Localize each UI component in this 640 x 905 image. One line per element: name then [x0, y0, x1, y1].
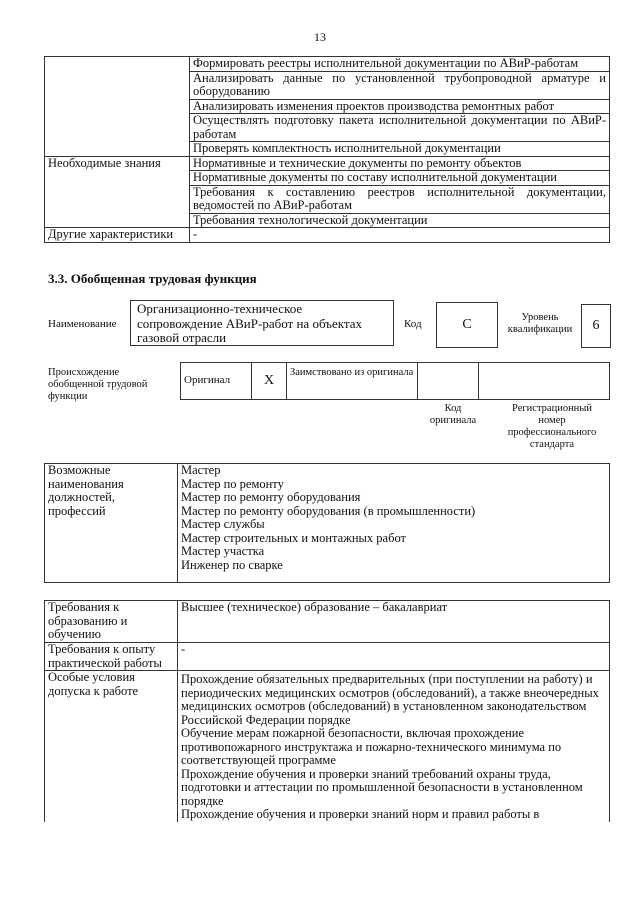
admission-conditions-list [178, 671, 610, 822]
original-label: Оригинал [181, 363, 252, 400]
table-cell-value: Анализировать данные по установленной трубопроводной арматуре и оборудованию [190, 71, 610, 99]
table-row [45, 156, 610, 171]
list-item: Обучение мерам пожарной безопасности, включая прохождение противопожарного инструктажа и пожарно-технического минимума по соответствующей программе [181, 726, 562, 767]
code-original-label: Код оригинала [429, 403, 477, 426]
table-row [45, 671, 610, 822]
code-value: C [462, 317, 472, 332]
reg-number-label: Регистрационный номер профессионального стандарта [507, 403, 597, 450]
table-cell-value: Требования к составлению реестров исполнительной документации, ведомостей по АВиР-работам [190, 185, 610, 213]
positions-list [178, 464, 610, 583]
requirements-table [44, 600, 610, 822]
list-item: Инженер по сварке [181, 557, 283, 572]
positions-label: Возможные наименования должностей, профессий [45, 464, 178, 583]
table-cell-value: Формировать реестры исполнительной документации по АВиР-работам [190, 57, 610, 72]
qualification-level-box [581, 304, 611, 348]
admission-conditions-label: Особые условия допуска к работе [45, 671, 178, 822]
list-item: Мастер по ремонту оборудования (в промышленности) [181, 503, 476, 518]
table-cell-value: Требования технологической документации [190, 213, 610, 228]
table-cell-value: Анализировать изменения проектов производства ремонтных работ [190, 99, 610, 114]
list-item: Мастер [181, 463, 221, 477]
list-item: Мастер по ремонту оборудования [181, 490, 361, 504]
table-cell-label [45, 57, 190, 157]
other-characteristics-label: Другие характеристики [45, 228, 190, 243]
qualification-level-label: Уровень квалификации [507, 312, 573, 335]
code-original-cell [418, 363, 479, 400]
experience-value: - [178, 643, 610, 671]
table-cell-value: - [190, 228, 610, 243]
list-item: Прохождение обучения и проверки знаний требований охраны труда, подготовки и аттестации по промышленной безопасности в установленном порядке [181, 766, 583, 808]
table-row [45, 643, 610, 671]
original-mark: X [252, 363, 287, 400]
list-item: Прохождение обязательных предварительных (при поступлении на работу) и периодических медицинских осмотров (обследований), а также внеочередных медицинских осмотров (обследований) в установленном законодательством Российской Федерации порядке [181, 672, 599, 727]
table-row [45, 601, 610, 643]
code-label: Код [404, 318, 422, 330]
required-knowledge-label: Необходимые знания [45, 156, 190, 228]
section-title: 3.3. Обобщенная трудовая функция [48, 271, 257, 286]
skills-knowledge-table [44, 56, 610, 243]
table-row [45, 57, 610, 72]
qualification-level-value: 6 [592, 318, 600, 333]
education-value: Высшее (техническое) образование – бакалавриат [178, 601, 610, 643]
reg-number-cell [479, 363, 610, 400]
table-row [45, 228, 610, 243]
education-label: Требования к образованию и обучению [45, 601, 178, 643]
list-item: Мастер строительных и монтажных работ [181, 530, 406, 545]
list-item: Мастер службы [181, 517, 265, 531]
list-item: Прохождение обучения и проверки знаний норм и правил работы в [181, 807, 540, 821]
list-item: Мастер участка [181, 544, 265, 558]
borrowed-label: Заимствовано из оригинала [287, 363, 418, 400]
code-value-box [436, 302, 498, 348]
function-name-value: Организационно-техническое сопровождение АВиР-работ на объектах газовой отрасли [137, 301, 362, 345]
name-label: Наименование [48, 318, 117, 330]
table-cell-value: Нормативные и технические документы по ремонту объектов [190, 156, 610, 171]
origin-table [180, 362, 610, 400]
origin-label: Происхождение обобщенной трудовой функции [48, 367, 148, 402]
page-number: 13 [314, 30, 326, 44]
table-row [181, 363, 610, 400]
positions-table [44, 463, 610, 583]
function-name-box [130, 300, 394, 346]
list-item: Мастер по ремонту [181, 476, 284, 491]
experience-label: Требования к опыту практической работы [45, 643, 178, 671]
table-row [45, 464, 610, 583]
table-cell-value: Проверять комплектность исполнительной документации [190, 142, 610, 157]
table-cell-value: Осуществлять подготовку пакета исполнительной документации по АВиР-работам [190, 114, 610, 142]
table-cell-value: Нормативные документы по составу исполнительной документации [190, 171, 610, 186]
